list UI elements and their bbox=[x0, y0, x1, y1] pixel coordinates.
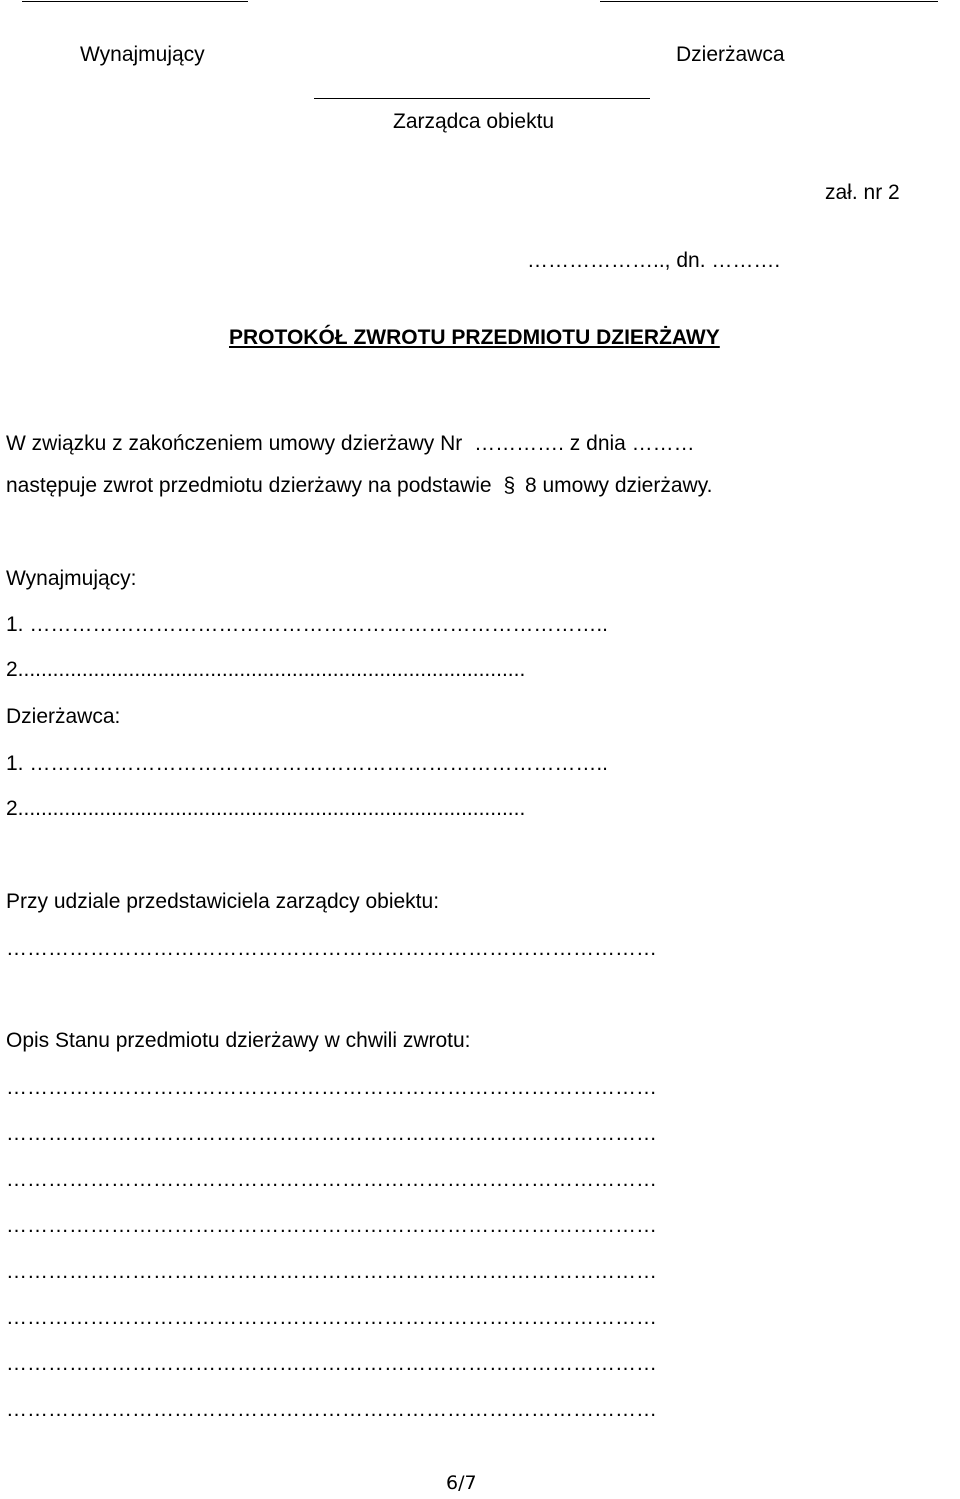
intro-line-2 bbox=[6, 474, 712, 498]
intro-line-1-fields: …………. z dnia ……… bbox=[474, 432, 695, 455]
intro-line-1-text: W związku z zakończeniem umowy dzierżawy Nr bbox=[6, 432, 463, 455]
condition-line: ………………………………………………………………………………… bbox=[6, 1214, 657, 1237]
manager-label: Przy udziale przedstawiciela zarządcy obiektu: bbox=[6, 890, 440, 913]
intro-line-1 bbox=[6, 432, 695, 456]
left-signature-label: Wynajmujący bbox=[80, 43, 205, 66]
lessor-item-1: 1. ……………………………………………………………………….. bbox=[6, 613, 609, 636]
condition-line: ………………………………………………………………………………… bbox=[6, 1260, 657, 1283]
lessee-item-2: 2....................................................................................... bbox=[6, 797, 526, 820]
center-signature-line bbox=[314, 98, 650, 99]
condition-line: ………………………………………………………………………………… bbox=[6, 1168, 657, 1191]
condition-line: ………………………………………………………………………………… bbox=[6, 1122, 657, 1145]
lessor-item-2: 2....................................................................................... bbox=[6, 658, 526, 681]
document-title: PROTOKÓŁ ZWROTU PRZEDMIOTU DZIERŻAWY bbox=[229, 326, 720, 349]
right-signature-line bbox=[600, 1, 938, 2]
condition-line: ………………………………………………………………………………… bbox=[6, 1352, 657, 1375]
place-date: ……………….., dn. ………. bbox=[527, 249, 781, 272]
lessee-item-1: 1. ……………………………………………………………………….. bbox=[6, 752, 609, 775]
right-signature-label: Dzierżawca bbox=[676, 43, 785, 66]
section-sign: § bbox=[503, 474, 516, 497]
intro-line-2-end: 8 umowy dzierżawy. bbox=[524, 474, 713, 497]
page-number: 6/7 bbox=[446, 1472, 477, 1494]
intro-line-2-text: następuje zwrot przedmiotu dzierżawy na podstawie bbox=[6, 474, 492, 497]
lessee-label: Dzierżawca: bbox=[6, 705, 121, 728]
center-signature-label: Zarządca obiektu bbox=[393, 110, 555, 133]
lessor-label: Wynajmujący: bbox=[6, 567, 137, 590]
left-signature-line bbox=[22, 1, 248, 2]
condition-line: ………………………………………………………………………………… bbox=[6, 1076, 657, 1099]
condition-line: ………………………………………………………………………………… bbox=[6, 1398, 657, 1421]
manager-line: ………………………………………………………………………………… bbox=[6, 937, 657, 960]
condition-label: Opis Stanu przedmiotu dzierżawy w chwili zwrotu: bbox=[6, 1029, 471, 1052]
condition-line: ………………………………………………………………………………… bbox=[6, 1306, 657, 1329]
annex-label: zał. nr 2 bbox=[825, 181, 900, 204]
